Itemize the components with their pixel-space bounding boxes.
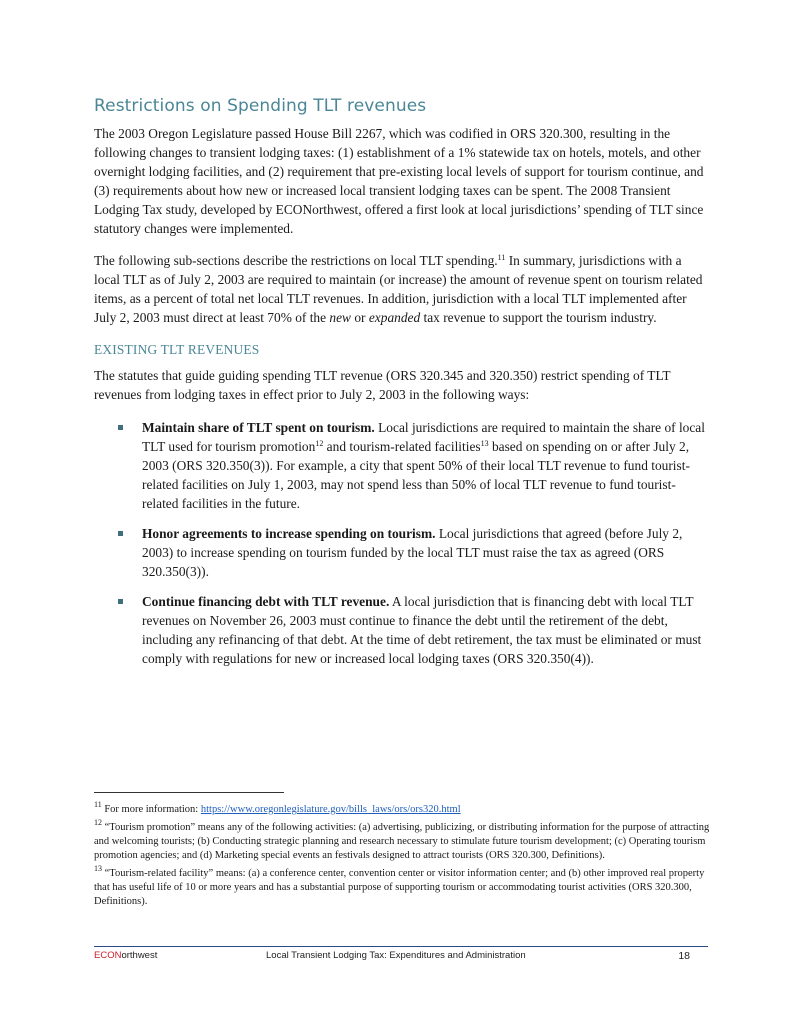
- list-item: [94, 592, 710, 668]
- existing-revenues-heading: EXISTING TLT REVENUES: [94, 342, 260, 357]
- summary-text-end: tax revenue to support the tourism industry.: [420, 310, 657, 325]
- bullet-text: Local jurisdictions are required to maintain the share of local TLT used for tourism promotion: [142, 420, 705, 454]
- list-item: [94, 524, 710, 581]
- brand-econ: ECON: [94, 950, 122, 961]
- summary-paragraph: [94, 251, 710, 327]
- footnote-text: “Tourism promotion” means any of the following activities: (a) advertising, publicizing, or distributing information for the purpose of attracting and welcoming tourists; (b) Conducting strategic planning and research necessary to stimulate future tourism development; (c) Operating tourism promotion agencies; and (d) Marketing special events an festivals designed to attract tourists (ORS 320.300, Definitions).: [94, 822, 710, 861]
- footnote-divider: [94, 792, 284, 793]
- bullet-heading: Honor agreements to increase spending on tourism.: [142, 526, 436, 541]
- footnote-12: [94, 818, 710, 863]
- bullet-text: Local jurisdictions that agreed (before July 2, 2003) to increase spending on tourism funded by the local TLT must raise the tax as agreed (ORS 320.350(3)).: [142, 526, 683, 579]
- footnote-ref-13[interactable]: 13: [480, 439, 489, 448]
- bullet-text: and tourism-related facilities: [323, 439, 481, 454]
- summary-text-or: or: [351, 310, 369, 325]
- summary-text-b: In summary, jurisdictions with a local TLT as of July 2, 2003 are required to maintain (or increase) the amount of revenue spent on tourism related items, as a percent of total net local TLT revenues. In addition, jurisdiction with a local TLT implemented after July 2, 2003 must direct at least 70% of the: [94, 253, 703, 325]
- emphasis-new: new: [329, 310, 351, 325]
- ors-link[interactable]: https://www.oregonlegislature.gov/bills_laws/ors/ors320.html: [200, 804, 461, 815]
- footnote-11: [94, 800, 710, 817]
- section-title: Restrictions on Spending TLT revenues: [94, 96, 427, 116]
- bullet-icon: [118, 425, 123, 430]
- footnote-13: [94, 864, 710, 909]
- footnotes: [94, 800, 710, 913]
- emphasis-expanded: expanded: [368, 310, 421, 325]
- restrictions-list: [94, 418, 710, 668]
- bullet-text: based on spending on or after July 2, 2003 (ORS 320.350(3)). For example, a city that spent 50% of their local TLT revenue to fund tourist-related facilities on July 1, 2003, may not spend less than 50% of local TLT revenue to fund tourist-related facilities in the future.: [142, 439, 690, 511]
- footnote-number: 12: [94, 818, 102, 827]
- bullet-icon: [118, 531, 123, 536]
- page-footer: [94, 950, 708, 964]
- footnote-number: 11: [94, 800, 102, 809]
- intro-paragraph: The 2003 Oregon Legislature passed House Bill 2267, which was codified in ORS 320.300, resulting in the following changes to transient lodging taxes: (1) establishment of a 1% statewide tax on hotels, motels, and other overnight lodging facilities, and (2) requirement that pre-existing local levels of support for tourism continue, and (3) requirements about how new or increased local transient lodging taxes can be spent. The 2008 Transient Lodging Tax study, developed by ECONorthwest, offered a first look at local jurisdictions’ spending of TLT since statutory changes were implemented.: [94, 126, 704, 236]
- main-content: [94, 96, 710, 679]
- footnote-text: For more information:: [101, 804, 201, 815]
- footnote-ref-11[interactable]: 11: [497, 253, 506, 262]
- existing-intro-paragraph: The statutes that guide guiding spending TLT revenue (ORS 320.345 and 320.350) restrict spending of TLT revenues from lodging taxes in effect prior to July 2, 2003 in the following ways:: [94, 368, 671, 402]
- brand-rest: orthwest: [121, 950, 158, 961]
- bullet-heading: Continue financing debt with TLT revenue.: [142, 594, 390, 609]
- bullet-text: A local jurisdiction that is financing debt with local TLT revenues on November 26, 2003 must continue to finance the debt until the retirement of the debt, including any refinancing of that debt. At the time of debt retirement, the tax must be eliminated or must comply with regulations for new or increased local lodging taxes (ORS 320.350(4)).: [142, 594, 702, 666]
- bullet-icon: [118, 599, 123, 604]
- page-number: 18: [678, 950, 690, 962]
- bullet-heading: Maintain share of TLT spent on tourism.: [142, 420, 375, 435]
- summary-text-a: The following sub-sections describe the restrictions on local TLT spending.: [94, 253, 498, 268]
- footer-doc-title: Local Transient Lodging Tax: Expenditures and Administration: [266, 950, 526, 961]
- footnote-text: “Tourism-related facility” means: (a) a conference center, convention center or visitor information center; and (b) other improved real property that has useful life of 10 or more years and has a substantial purpose of supporting tourism or accommodating tourist activities (ORS 320.300, Definitions).: [94, 868, 705, 907]
- footnote-ref-12[interactable]: 12: [315, 439, 324, 448]
- list-item: [94, 418, 710, 513]
- brand-logo: [94, 950, 157, 961]
- footnote-number: 13: [94, 864, 102, 873]
- footer-divider: [94, 946, 708, 947]
